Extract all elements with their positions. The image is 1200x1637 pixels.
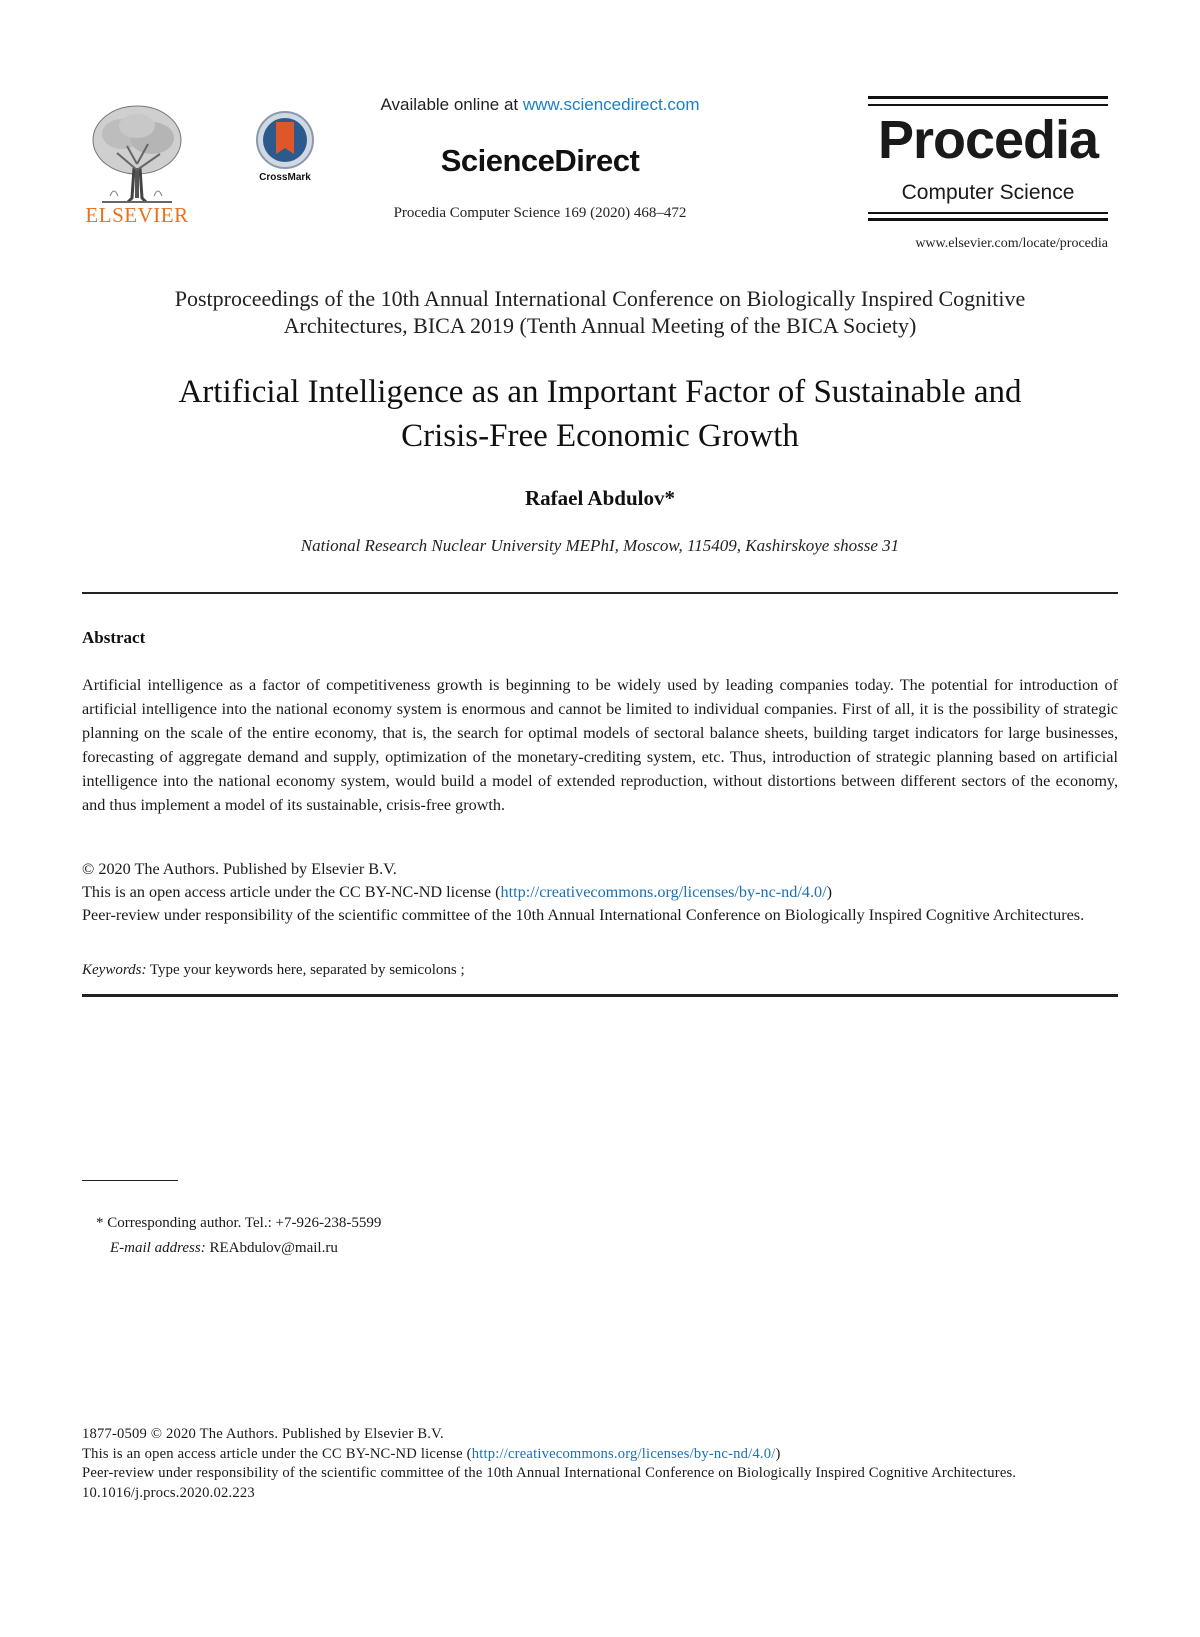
conference-name — [82, 285, 1118, 339]
footer-peer-review: Peer-review under responsibility of the scientific committee of the 10th Annual International Conference on Biologically Inspired Cognitive Architectures. — [82, 1465, 1017, 1481]
article-title-line-1: Artificial Intelligence as an Important Factor of Sustainable and — [178, 374, 1022, 410]
corresponding-author-note: * Corresponding author. Tel.: +7-926-238-5599 — [96, 1215, 382, 1231]
author-name: Rafael Abdulov* — [525, 486, 675, 510]
journal-brand-top-rule-thin — [868, 104, 1108, 106]
abstract-heading: Abstract — [82, 628, 146, 647]
journal-url[interactable]: www.elsevier.com/locate/procedia — [915, 236, 1108, 251]
article-title-line-2: Crisis-Free Economic Growth — [401, 418, 799, 454]
conference-line-2: Architectures, BICA 2019 (Tenth Annual Meeting of the BICA Society) — [283, 313, 917, 338]
conference-line-1: Postproceedings of the 10th Annual International Conference on Biologically Inspired Cognitive — [174, 286, 1026, 311]
availability-line — [300, 95, 780, 115]
sciencedirect-link[interactable]: www.sciencedirect.com — [522, 95, 700, 114]
email-value[interactable]: REAbdulov@mail.ru — [205, 1240, 338, 1256]
author-affiliation: National Research Nuclear University MEPhI, Moscow, 115409, Kashirskoye shosse 31 — [300, 536, 900, 555]
journal-brand-title: Procedia — [877, 110, 1099, 170]
abstract-license-suffix: ) — [826, 883, 832, 901]
journal-reference: Procedia Computer Science 169 (2020) 468–472 — [393, 205, 687, 221]
keywords-line — [82, 962, 1118, 979]
journal-brand-subtitle: Computer Science — [901, 181, 1075, 204]
footer-license-prefix: This is an open access article under the CC BY-NC-ND license ( — [82, 1445, 472, 1462]
abstract-top-rule — [82, 592, 1118, 594]
journal-brand-bottom-rule-thin — [868, 212, 1108, 214]
abstract-copyright-block — [82, 858, 1118, 927]
abstract-bottom-rule — [82, 994, 1118, 997]
email-note — [110, 1240, 338, 1257]
abstract-peer-review: Peer-review under responsibility of the scientific committee of the 10th Annual International Conference on Biologically Inspired Cognitive Architectures. — [82, 906, 1085, 924]
elsevier-wordmark: ELSEVIER — [85, 203, 189, 227]
abstract-copyright: © 2020 The Authors. Published by Elsevier B.V. — [82, 860, 397, 878]
abstract-license-prefix: This is an open access article under the CC BY-NC-ND license ( — [82, 883, 501, 901]
footer-issn: 1877-0509 © 2020 The Authors. Published by Elsevier B.V. — [82, 1426, 444, 1442]
footer-license-suffix: ) — [775, 1445, 781, 1462]
footer-license-link[interactable]: http://creativecommons.org/licenses/by-nc-nd/4.0/ — [471, 1445, 776, 1462]
keywords-label: Keywords: — [82, 962, 147, 978]
keywords-value: Type your keywords here, separated by semicolons ; — [146, 962, 465, 978]
publication-footer — [82, 1425, 1118, 1503]
footer-license — [82, 1445, 1118, 1465]
journal-brand-bottom-rule — [868, 218, 1108, 221]
footnote-rule — [82, 1180, 178, 1181]
sciencedirect-wordmark: ScienceDirect — [440, 143, 640, 178]
article-title — [82, 370, 1118, 458]
email-label: E-mail address: — [110, 1240, 206, 1256]
availability-prefix: Available online at — [380, 95, 523, 114]
journal-brand-top-rule — [868, 96, 1108, 99]
abstract-license-link[interactable]: http://creativecommons.org/licenses/by-nc-nd/4.0/ — [500, 883, 827, 901]
abstract-body: Artificial intelligence as a factor of competitiveness growth is beginning to be widely used by leading companies today. The potential for introduction of artificial intelligence into the national economy system is enormous and cannot be limited to individual companies. First of all, it is the possibility of strategic planning on the scale of the entire economy, that is, the search for optimal models of sectoral balance sheets, building target indicators for large businesses, forecasting of aggregate demand and supply, optimization of the monetary-crediting system, etc. Thus, introduction of strategic planning based on artificial intelligence into the national economy system, would build a model of extended reproduction, without distortions between different sectors of the economy, and thus implement a model of its sustainable, crisis-free growth. — [82, 676, 1118, 814]
abstract-license — [82, 881, 1118, 904]
footer-doi[interactable]: 10.1016/j.procs.2020.02.223 — [82, 1484, 255, 1501]
crossmark-label: CrossMark — [259, 172, 311, 183]
